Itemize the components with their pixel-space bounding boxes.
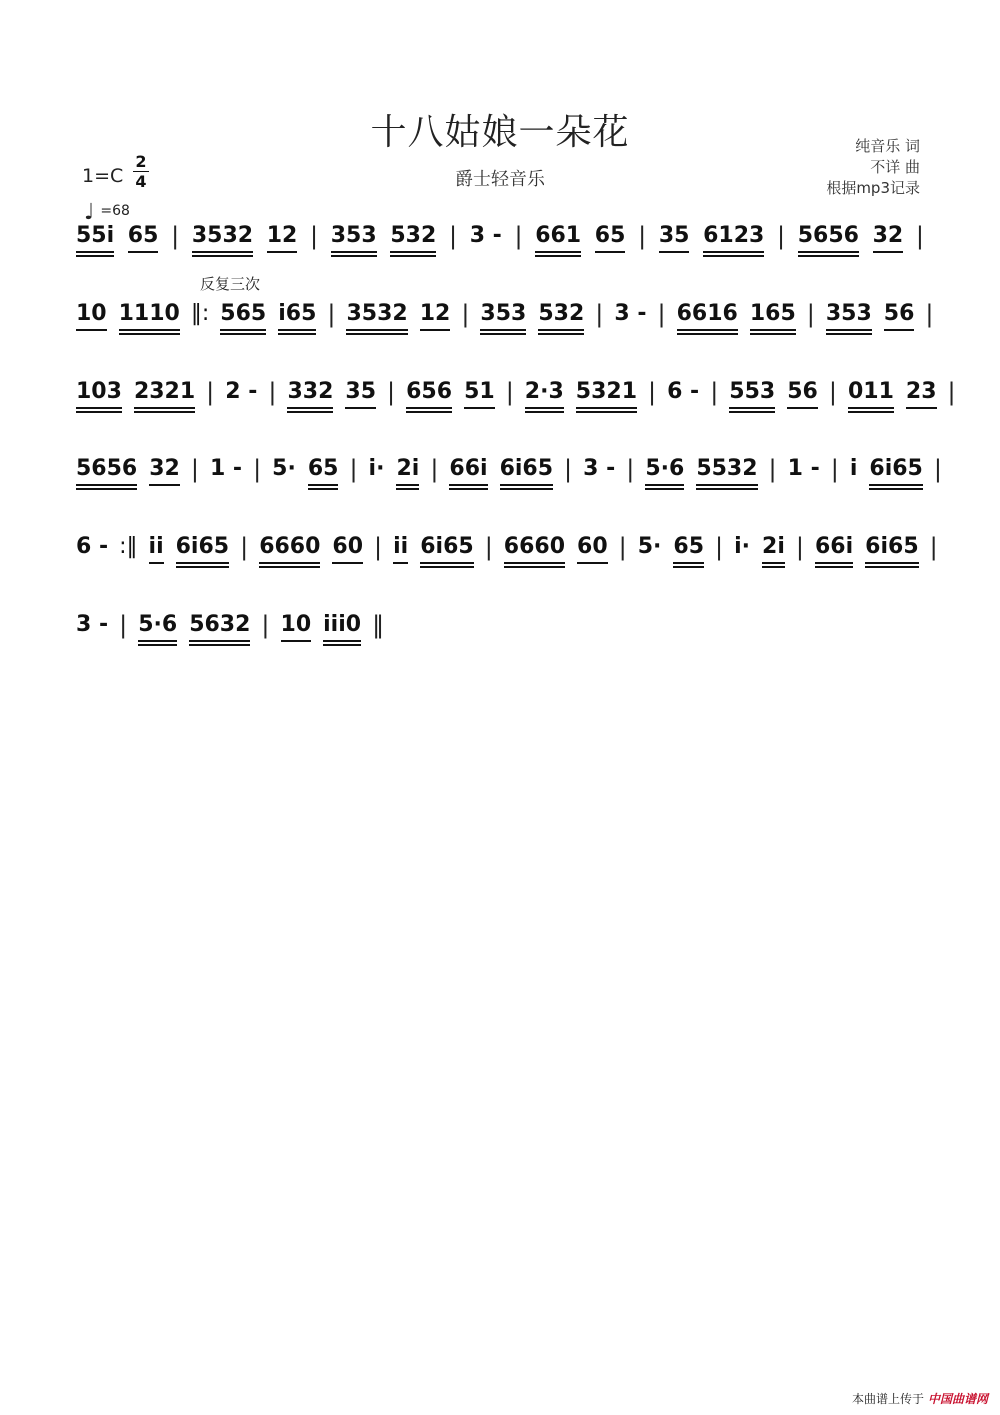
score-title: 十八姑娘一朵花 [370,112,630,153]
footer-text: 本曲谱上传于 [851,1392,924,1406]
repeat-annotation: 反复三次 [200,275,261,293]
barline: | [564,455,573,483]
note-group: 1110 [119,300,180,335]
barline: | [806,300,815,328]
note-group: 3 - [583,456,616,481]
barline: | [484,533,493,561]
note-group: 5632 [189,611,250,646]
barline: | [657,300,666,328]
note-group: 2i [396,455,419,490]
note-group: 532 [390,222,436,257]
note-group: 2i [762,533,785,568]
note-group: 6i65 [176,533,229,568]
note-group: iii0 [323,611,361,646]
note-group: 2·3 [525,378,564,413]
note-group: 165 [750,300,796,335]
note-group: 103 [76,378,122,413]
barline: | [715,533,724,561]
note-group: 553 [729,378,775,413]
barline: | [933,455,942,483]
score-line [0,455,1000,495]
note-group: ii [393,533,408,564]
barline: | [461,300,470,328]
note-group: 2321 [134,378,195,413]
barline: ‖ [372,611,385,639]
note-group: 6 - [667,379,700,404]
note-group: 66i [449,455,487,490]
barline: | [648,378,657,406]
note-group: 65 [128,222,159,253]
note-group: 12 [420,300,451,331]
note-group: 353 [480,300,526,335]
note-group: 332 [287,378,333,413]
score-subtitle: 爵士轻音乐 [455,169,545,190]
note-group: 6i65 [869,455,922,490]
barline: | [710,378,719,406]
note-group: 6 - [76,534,109,559]
barline: | [430,455,439,483]
barline: | [310,222,319,250]
score-line [0,378,1000,418]
repeat-sign: :‖ [119,534,138,559]
barline: | [171,222,180,250]
note-group: i65 [278,300,316,335]
barline: | [206,378,215,406]
note-group: 6123 [703,222,764,257]
note-group: 51 [464,378,495,409]
barline: | [505,378,514,406]
footer-credit [852,1390,988,1407]
barline: | [768,455,777,483]
note-group: 1 - [209,456,243,481]
credits-block [826,136,920,199]
note-group: 3532 [346,300,407,335]
barline: | [795,533,804,561]
note-group: 6660 [504,533,565,568]
note-group: i [849,456,858,481]
barline: | [190,455,199,483]
note-group: 5656 [798,222,859,257]
note-group: 65 [673,533,704,568]
note-group: 5· [272,456,296,481]
note-group: ii [149,533,164,564]
score-line [0,300,1000,340]
note-group: 6616 [677,300,738,335]
note-group: 6i65 [420,533,473,568]
note-group: 5656 [76,455,137,490]
note-group: 35 [659,222,690,253]
barline: | [618,533,627,561]
note-group: 353 [331,222,377,257]
note-group: 5·6 [138,611,177,646]
note-group: 6i65 [500,455,553,490]
time-signature [133,152,149,191]
quarter-note-icon: ♩ [84,200,95,225]
note-group: 3532 [192,222,253,257]
tempo-marking [84,196,130,225]
note-group: 661 [535,222,581,257]
note-group: 6i65 [865,533,918,568]
music-credit: 不详 曲 [870,158,920,176]
note-group: 2 - [225,379,258,404]
barline: | [349,455,358,483]
note-group: 011 [848,378,894,413]
barline: | [514,222,523,250]
note-group: 60 [332,533,363,564]
barline: | [268,378,277,406]
barline: | [261,611,270,639]
site-logo: 中国曲谱网 [927,1392,988,1406]
note-group: 5321 [576,378,637,413]
key-signature: 1=C [82,165,124,187]
note-group: 3 - [614,301,647,326]
time-signature-top: 2 [135,152,147,171]
source-credit: 根据mp3记录 [826,179,920,197]
barline: | [776,222,786,250]
barline: | [387,378,396,406]
note-group: 6660 [259,533,320,568]
note-group: 3 - [469,223,502,248]
note-group: 5532 [696,455,757,490]
barline: | [448,222,458,250]
note-group: 10 [76,300,107,331]
barline: | [595,300,604,328]
note-group: 1 - [787,456,820,481]
note-group: 23 [906,378,937,409]
barline: | [929,533,938,561]
note-group: 656 [406,378,452,413]
barline: | [925,300,934,328]
note-group: 5·6 [645,455,684,490]
score-line [0,222,1000,262]
barline: | [240,533,249,561]
note-group: 60 [577,533,608,564]
note-group: i· [734,534,751,559]
barline: | [915,222,924,250]
note-group: 56 [787,378,818,409]
note-group: 56 [884,300,915,331]
note-group: 5· [637,534,662,559]
score-line [0,533,1000,573]
barline: | [119,611,128,639]
note-group: 32 [873,222,904,253]
barline: | [638,222,647,250]
note-group: 32 [149,455,180,486]
barline: | [947,378,956,406]
note-group: 12 [267,222,298,253]
note-group: 65 [595,222,626,253]
barline: | [830,455,839,483]
repeat-sign: ‖: [190,301,210,326]
barline: | [626,455,635,483]
note-group: 565 [220,300,266,335]
note-group: 55i [76,222,114,257]
note-group: 65 [308,455,339,490]
barline: | [374,533,383,561]
barline: | [253,455,262,483]
lyrics-credit: 纯音乐 词 [855,137,920,155]
barline: | [327,300,336,328]
time-signature-bottom: 4 [133,171,149,191]
note-group: 353 [826,300,872,335]
note-group: 35 [345,378,376,409]
tempo-value: =68 [100,203,130,219]
note-group: 3 - [76,612,109,637]
score-line [0,611,1000,651]
note-group: 532 [538,300,584,335]
note-group: i· [368,456,385,481]
barline: | [828,378,837,406]
note-group: 66i [815,533,853,568]
note-group: 10 [281,611,312,642]
